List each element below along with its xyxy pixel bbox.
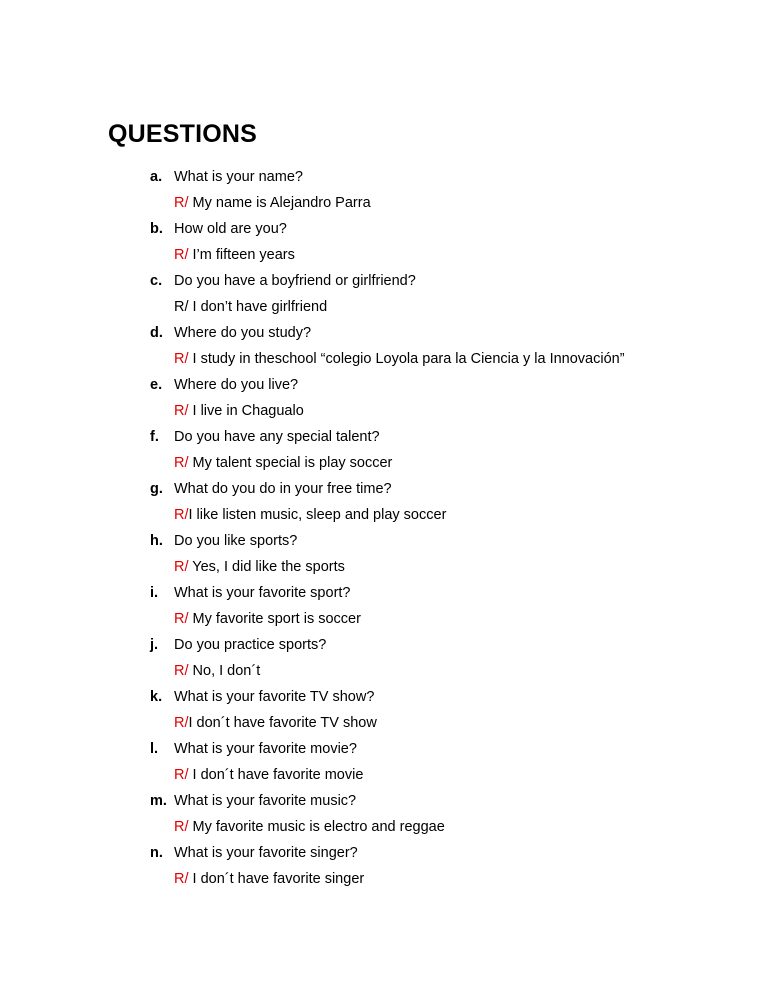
- answer-prefix: R/: [174, 663, 189, 679]
- list-marker: f.: [150, 429, 159, 445]
- answer-text: I’m fifteen years: [188, 247, 295, 263]
- list-marker: g.: [150, 481, 163, 497]
- answer-prefix: R/: [174, 611, 189, 627]
- list-marker: h.: [150, 533, 163, 549]
- answer: [174, 450, 392, 476]
- answer: [174, 658, 260, 684]
- question-text: Where do you live?: [174, 377, 299, 393]
- answer-text: My talent special is play soccer: [188, 455, 393, 471]
- question-text: What is your favorite sport?: [174, 585, 351, 601]
- answer-text: My favorite sport is soccer: [188, 611, 361, 627]
- list-marker: b.: [150, 221, 163, 237]
- question-text: What is your favorite singer?: [174, 845, 358, 861]
- question-text: What is your favorite TV show?: [174, 689, 375, 705]
- answer: [174, 710, 377, 736]
- answer-prefix: R/: [174, 299, 189, 315]
- list-marker: c.: [150, 273, 163, 289]
- answer-text: Yes, I did like the sports: [188, 559, 345, 575]
- answer-prefix: R/: [174, 195, 189, 211]
- answer-text: I like listen music, sleep and play soccer: [188, 507, 447, 523]
- answer-prefix: R/: [174, 455, 189, 471]
- answer: [174, 398, 304, 424]
- list-marker: a.: [150, 169, 163, 185]
- answer-prefix: R/: [174, 247, 189, 263]
- answer-text: My name is Alejandro Parra: [188, 195, 371, 211]
- list-marker: k.: [150, 689, 163, 705]
- answer-prefix: R/: [174, 403, 189, 419]
- answer: [174, 242, 295, 268]
- question-text: Do you practice sports?: [174, 637, 327, 653]
- question-text: What is your favorite movie?: [174, 741, 357, 757]
- answer: [174, 554, 345, 580]
- answer-prefix: R/: [174, 559, 189, 575]
- question-text: Where do you study?: [174, 325, 312, 341]
- list-marker: m.: [150, 793, 167, 809]
- question-text: How old are you?: [174, 221, 287, 237]
- answer-prefix: R/: [174, 351, 189, 367]
- answer-text: I live in Chagualo: [188, 403, 304, 419]
- answer-prefix: R/: [174, 819, 189, 835]
- answer-text: No, I don´t: [188, 663, 261, 679]
- answer-text: I don´t have favorite singer: [188, 871, 365, 887]
- question-text: Do you have any special talent?: [174, 429, 380, 445]
- question-text: Do you like sports?: [174, 533, 298, 549]
- answer: [174, 190, 371, 216]
- page-title: QUESTIONS: [108, 120, 258, 148]
- answer: [174, 606, 361, 632]
- answer-prefix: R/: [174, 871, 189, 887]
- question-text: Do you have a boyfriend or girlfriend?: [174, 273, 416, 289]
- answer: [174, 814, 445, 840]
- question-text: What is your name?: [174, 169, 303, 185]
- question-text: What do you do in your free time?: [174, 481, 392, 497]
- answer-text: My favorite music is electro and reggae: [188, 819, 445, 835]
- answer-text: I don´t have favorite TV show: [188, 715, 377, 731]
- list-marker: e.: [150, 377, 163, 393]
- list-marker: n.: [150, 845, 163, 861]
- list-marker: d.: [150, 325, 163, 341]
- answer-text: I don´t have favorite movie: [188, 767, 364, 783]
- answer-text: I study in theschool “colegio Loyola para la Ciencia y la Innovación”: [188, 351, 625, 367]
- list-marker: l.: [150, 741, 159, 757]
- answer: [174, 866, 364, 892]
- answer: [174, 294, 327, 320]
- answer: [174, 346, 625, 372]
- answer-prefix: R/: [174, 507, 189, 523]
- answer: [174, 762, 363, 788]
- list-marker: j.: [150, 637, 159, 653]
- answer: [174, 502, 446, 528]
- list-marker: i.: [150, 585, 159, 601]
- answer-prefix: R/: [174, 767, 189, 783]
- answer-prefix: R/: [174, 715, 189, 731]
- answer-text: I don’t have girlfriend: [188, 299, 328, 315]
- question-text: What is your favorite music?: [174, 793, 357, 809]
